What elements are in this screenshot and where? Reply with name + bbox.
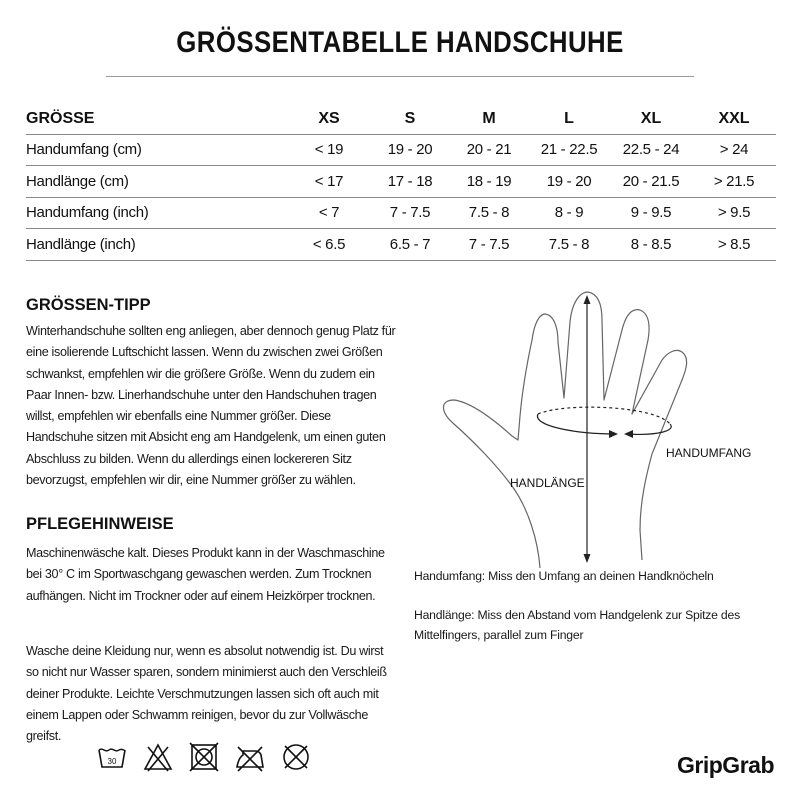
- table-cell: < 19: [288, 134, 370, 166]
- length-note: Handlänge: Miss den Abstand vom Handgelenk zur Spitze des Mittelfingers, parallel zum Finger: [414, 608, 740, 642]
- row-label: Handlänge (cm): [26, 166, 288, 198]
- hand-outline-illustration: [420, 290, 780, 570]
- size-table: [26, 104, 776, 261]
- size-column-header: XS: [288, 104, 370, 134]
- table-cell: 20 - 21.5: [610, 166, 692, 198]
- table-cell: 8 - 9: [528, 197, 610, 229]
- size-table-header-row: [26, 104, 776, 134]
- table-cell: < 17: [288, 166, 370, 198]
- row-label: Handumfang (inch): [26, 197, 288, 229]
- table-cell: > 9.5: [692, 197, 776, 229]
- table-row: [26, 134, 776, 166]
- table-row: [26, 229, 776, 261]
- hand-diagram: [420, 290, 780, 570]
- table-cell: 20 - 21: [450, 134, 528, 166]
- table-cell: 7 - 7.5: [370, 197, 450, 229]
- table-row: [26, 166, 776, 198]
- table-cell: < 7: [288, 197, 370, 229]
- care-heading: PFLEGEHINWEISE: [26, 515, 174, 533]
- size-column-header: XXL: [692, 104, 776, 134]
- care-paragraph-1: Maschinenwäsche kalt. Dieses Produkt kann in der Waschmaschine bei 30° C im Sportwaschgang gewaschen werden. Zum Trocknen aufhängen. Nicht im Trockner oder auf einem Heizkörper trocknen.: [26, 546, 385, 603]
- size-tip-text: Winterhandschuhe sollten eng anliegen, aber dennoch genug Platz für eine isolierende Luftschicht lassen. Wenn du zwischen zwei Größen schwankst, empfehlen wir die größere Größe. Wenn du zudem ein Paar Innen- bzw. Linerhandschuhe unter den Handschuhen tragen willst, empfehlen wir ebenfalls eine Nummer größer. Diese Handschuhe sitzen mit Absicht eng am Handgelenk, um einen guten Abschluss zu bilden. Wenn du allerdings einen lockereren Sitz bevorzugst, empfehlen wir dir, eine Nummer größer zu wählen.: [26, 324, 396, 488]
- table-cell: 6.5 - 7: [370, 229, 450, 261]
- no-iron-icon: [234, 741, 266, 773]
- no-bleach-icon: [142, 741, 174, 773]
- page-title: GRÖSSENTABELLE HANDSCHUHE: [176, 26, 624, 59]
- table-cell: 7.5 - 8: [528, 229, 610, 261]
- size-header-label: GRÖSSE: [26, 104, 288, 134]
- table-row: [26, 197, 776, 229]
- table-cell: 7 - 7.5: [450, 229, 528, 261]
- table-cell: 22.5 - 24: [610, 134, 692, 166]
- table-cell: > 8.5: [692, 229, 776, 261]
- table-cell: 17 - 18: [370, 166, 450, 198]
- wash-temperature-text: 30: [107, 757, 117, 766]
- no-dry-clean-icon: [280, 741, 312, 773]
- table-cell: > 24: [692, 134, 776, 166]
- row-label: Handumfang (cm): [26, 134, 288, 166]
- table-cell: 19 - 20: [370, 134, 450, 166]
- hand-length-label: HANDLÄNGE: [510, 476, 585, 490]
- table-cell: 18 - 19: [450, 166, 528, 198]
- table-cell: 21 - 22.5: [528, 134, 610, 166]
- care-paragraph-2: Wasche deine Kleidung nur, wenn es absolut notwendig ist. Du wirst so nicht nur Wasser sparen, sondern minimierst auch den Verschleiß deiner Produkte. Leichte Verschmutzungen lassen sich oft auch mit einem Lappen oder Schwamm reinigen, bevor du zur Vollwäsche greifst.: [26, 644, 387, 744]
- size-column-header: S: [370, 104, 450, 134]
- wash-30-icon: [96, 741, 128, 773]
- circumference-note: Handumfang: Miss den Umfang an deinen Handknöcheln: [414, 569, 714, 583]
- table-cell: 8 - 8.5: [610, 229, 692, 261]
- table-cell: 7.5 - 8: [450, 197, 528, 229]
- size-column-header: L: [528, 104, 610, 134]
- no-tumble-dry-icon: [188, 741, 220, 773]
- title-divider: [106, 76, 694, 77]
- size-tip-heading: GRÖSSEN-TIPP: [26, 296, 151, 314]
- row-label: Handlänge (inch): [26, 229, 288, 261]
- table-cell: 9 - 9.5: [610, 197, 692, 229]
- table-cell: 19 - 20: [528, 166, 610, 198]
- hand-circumference-label: HANDUMFANG: [666, 446, 752, 460]
- table-cell: < 6.5: [288, 229, 370, 261]
- size-column-header: XL: [610, 104, 692, 134]
- brand-logo: GripGrab: [677, 752, 774, 778]
- size-column-header: M: [450, 104, 528, 134]
- table-cell: > 21.5: [692, 166, 776, 198]
- care-symbols: [96, 740, 312, 774]
